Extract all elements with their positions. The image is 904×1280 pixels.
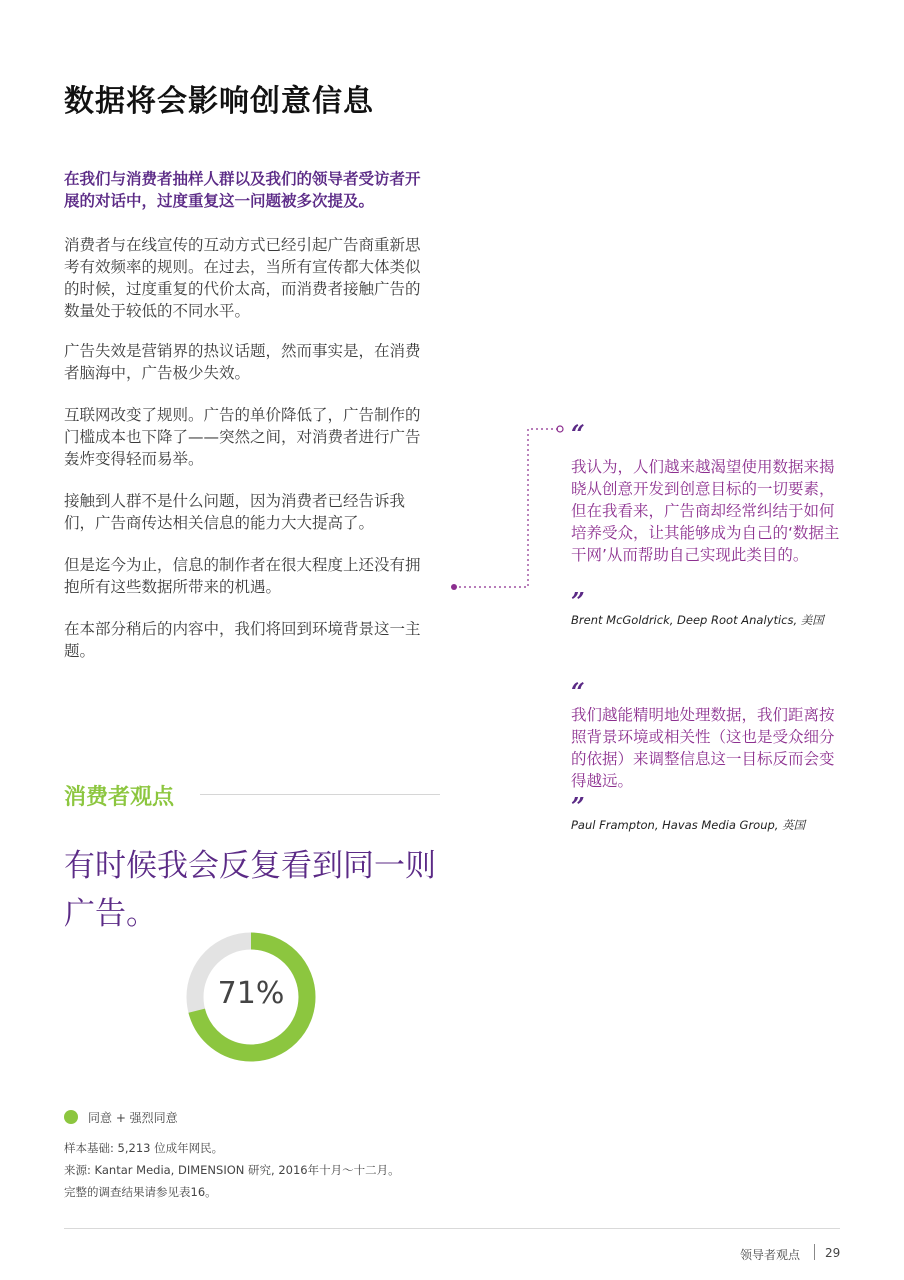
page-title: 数据将会影响创意信息: [64, 84, 374, 119]
body-paragraph: 在本部分稍后的内容中，我们将回到环境背景这一主题。: [64, 620, 421, 660]
reference-note: 完整的调查结果请参见表16。: [64, 1185, 217, 1199]
body-paragraph: 消费者与在线宣传的互动方式已经引起广告商重新思考有效频率的规则。在过去，当所有宣传都大体类似的时候，过度重复的代价太高，而消费者接触广告的数量处于较低的不同水平。: [64, 236, 421, 320]
source-note: 来源: Kantar Media, DIMENSION 研究, 2016年十月～十二月。: [64, 1163, 400, 1177]
footer-section-label: 领导者观点: [740, 1248, 801, 1262]
quote-attribution: Paul Frampton, Havas Media Group, 英国: [571, 818, 806, 832]
section-divider: [200, 794, 440, 795]
footer-separator: [814, 1244, 815, 1260]
footer-divider: [64, 1228, 840, 1229]
quote-attribution: Brent McGoldrick, Deep Root Analytics, 美国: [571, 613, 824, 627]
page-number: 29: [825, 1246, 841, 1260]
quote-text: 我们越能精明地处理数据，我们距离按照背景环境或相关性（这也是受众细分的依据）来调整信息这一目标反而会变得越远。: [571, 706, 835, 790]
body-paragraph: 接触到人群不是什么问题，因为消费者已经告诉我们，广告商传达相关信息的能力大大提高了。: [64, 492, 406, 532]
body-paragraph: 互联网改变了规则。广告的单价降低了，广告制作的门槛成本也下降了——突然之间，对消费者进行广告轰炸变得轻而易举。: [64, 406, 421, 468]
donut-percent-label: 71%: [217, 976, 285, 1011]
legend-swatch: [64, 1110, 78, 1124]
open-quote-icon: “: [571, 677, 585, 706]
quote-connector: [448, 420, 568, 595]
quote-text: 我认为，人们越来越渴望使用数据来揭晓从创意开发到创意目标的一切要素，但在我看来，广告商却经常纠结于如何培养受众，让其能够成为自己的‘数据主干网’从而帮助自己实现此类目的。: [571, 458, 840, 564]
legend-label: 同意 + 强烈同意: [88, 1111, 178, 1125]
consumer-statement: 有时候我会反复看到同一则广告。: [64, 848, 436, 932]
sample-note: 样本基础: 5,213 位成年网民。: [64, 1141, 224, 1155]
section-title: 消费者观点: [64, 785, 175, 810]
connector-dot-start: [451, 584, 457, 590]
body-paragraph: 广告失效是营销界的热议话题，然而事实是，在消费者脑海中，广告极少失效。: [64, 342, 421, 382]
body-paragraph: 但是迄今为止，信息的制作者在很大程度上还没有拥抱所有这些数据所带来的机遇。: [64, 556, 421, 596]
close-quote-icon: ”: [571, 792, 585, 821]
lead-paragraph: 在我们与消费者抽样人群以及我们的领导者受访者开展的对话中，过度重复这一问题被多次提及。: [64, 170, 421, 210]
close-quote-icon: ”: [571, 587, 585, 616]
open-quote-icon: “: [571, 419, 585, 448]
